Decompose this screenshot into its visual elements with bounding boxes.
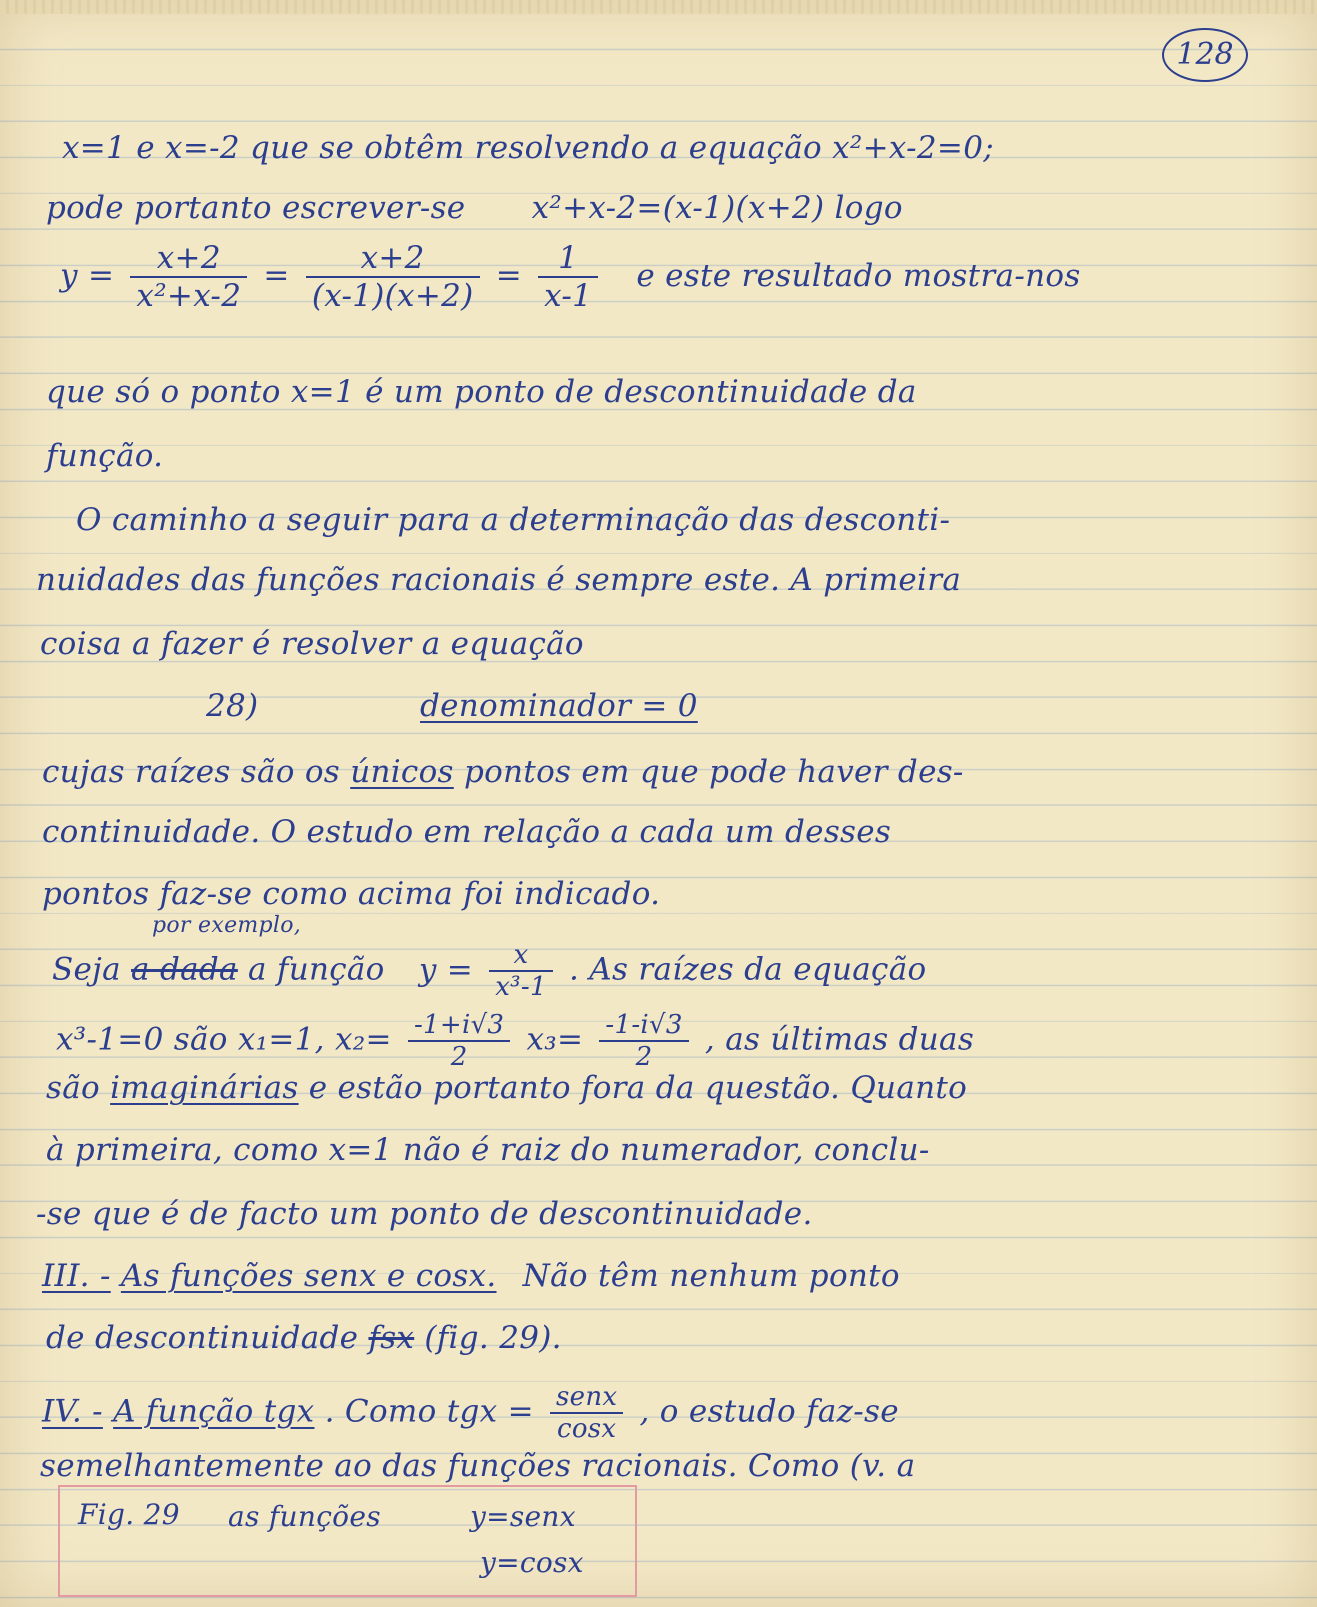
line-1: x=1 e x=-2 que se obtêm resolvendo a equação x²+x-2=0; <box>62 130 994 166</box>
fraction-2-denominator: (x-1)(x+2) <box>311 278 474 314</box>
line-14-fraction-2-numerator: -1-i√3 <box>599 1010 688 1042</box>
caption-equation-2: y=cosx <box>480 1546 584 1579</box>
line-5: função. <box>46 438 164 474</box>
line-4: que só o ponto x=1 é um ponto de descontinuidade da <box>46 374 917 410</box>
line-12: pontos faz-se como acima foi indicado. <box>42 876 661 912</box>
line-14-fraction-2-denominator: 2 <box>635 1042 653 1072</box>
line-13-text-c: . As raízes da equação <box>569 951 927 988</box>
equation-28: denominador = 0 <box>420 688 698 724</box>
line-2-equation: x²+x-2=(x-1)(x+2) logo <box>531 190 903 226</box>
line-10-text-c: pontos em que pode haver des- <box>463 754 964 790</box>
line-14-text-b: x₃= <box>526 1021 584 1058</box>
line-3-tail: e este resultado mostra-nos <box>636 257 1081 294</box>
line-16: à primeira, como x=1 não é raiz do numerador, conclu- <box>46 1132 930 1168</box>
line-13-denominator: x³-1 <box>495 972 547 1002</box>
line-15-text-a: são <box>46 1070 100 1106</box>
line-14 <box>56 1010 974 1072</box>
line-13-fraction <box>489 940 553 1002</box>
section-iv-number: IV. - <box>42 1393 103 1430</box>
line-13-y: y = <box>418 951 474 988</box>
line-13 <box>52 940 926 1002</box>
line-14-fraction-1-numerator: -1+i√3 <box>408 1010 510 1042</box>
line-13-numerator: x <box>489 940 553 972</box>
line-13-text-b: a função <box>248 951 385 988</box>
line-7: nuidades das funções racionais é sempre este. A primeira <box>36 562 962 598</box>
equals-2: = <box>495 257 522 294</box>
line-15-text-c: e estão portanto fora da questão. Quanto <box>308 1070 968 1106</box>
line-2 <box>46 188 903 228</box>
line-11: continuidade. O estudo em relação a cada um desses <box>42 814 892 850</box>
section-iii-title: As funções senx e cosx. <box>120 1258 497 1294</box>
line-14-fraction-1 <box>408 1010 510 1072</box>
line-14-fraction-2 <box>599 1010 688 1072</box>
line-20-section-iv <box>42 1382 899 1444</box>
tangent-fraction <box>550 1382 623 1444</box>
fraction-3-denominator: x-1 <box>544 278 593 314</box>
section-iv-title: A função tgx <box>113 1393 315 1430</box>
fraction-1 <box>130 240 247 314</box>
line-17: -se que é de facto um ponto de descontinuidade. <box>36 1196 813 1232</box>
line-19 <box>46 1318 562 1358</box>
line-13-text-a: Seja <box>52 951 121 988</box>
tangent-numerator: senx <box>550 1382 623 1414</box>
fraction-1-denominator: x²+x-2 <box>136 278 242 314</box>
y-label: y = <box>60 257 115 294</box>
figure-caption-box <box>58 1485 637 1597</box>
caption-text: as funções <box>228 1500 381 1533</box>
equals-1: = <box>263 257 290 294</box>
tangent-denominator: cosx <box>556 1414 617 1444</box>
line-19-struck: fsx <box>368 1320 415 1356</box>
line-14-text-c: , as últimas duas <box>704 1021 975 1058</box>
line-18-section-iii <box>42 1256 900 1296</box>
line-14-text-a: x³-1=0 são x₁=1, x₂= <box>56 1021 392 1058</box>
line-10-text-a: cujas raízes são os <box>42 754 341 790</box>
line-2-text: pode portanto escrever-se <box>46 190 466 226</box>
fraction-1-numerator: x+2 <box>130 240 247 278</box>
section-iii-text: Não têm nenhum ponto <box>522 1258 900 1294</box>
caption-label: Fig. 29 <box>78 1498 180 1531</box>
line-10 <box>42 752 964 792</box>
line-3-fraction-equation <box>60 240 1081 314</box>
line-15 <box>46 1068 967 1108</box>
line-21: semelhantemente ao das funções racionais. Como (v. a <box>40 1448 916 1484</box>
caption-equation-1: y=senx <box>470 1500 576 1533</box>
section-iii-number: III. - <box>42 1258 111 1294</box>
line-19-text-b: (fig. 29). <box>424 1320 562 1356</box>
line-10-underlined: únicos <box>350 754 454 790</box>
line-15-underlined: imaginárias <box>110 1070 299 1106</box>
line-6: O caminho a seguir para a determinação das desconti- <box>76 502 951 538</box>
line-8: coisa a fazer é resolver a equação <box>40 626 584 662</box>
insertion-note: por exemplo, <box>152 913 302 938</box>
fraction-2-numerator: x+2 <box>306 240 480 278</box>
section-iv-text: . Como tgx = <box>324 1393 534 1430</box>
section-iv-text-d: , o estudo faz-se <box>639 1393 899 1430</box>
page-number: 128 <box>1162 28 1248 82</box>
fraction-3-numerator: 1 <box>538 240 598 278</box>
line-14-fraction-1-denominator: 2 <box>450 1042 468 1072</box>
equation-28-number: 28) <box>206 688 259 724</box>
fraction-3 <box>538 240 598 314</box>
fraction-2 <box>306 240 480 314</box>
line-13-struck-word: a dada <box>131 951 238 988</box>
line-19-text-a: de descontinuidade <box>46 1320 359 1356</box>
